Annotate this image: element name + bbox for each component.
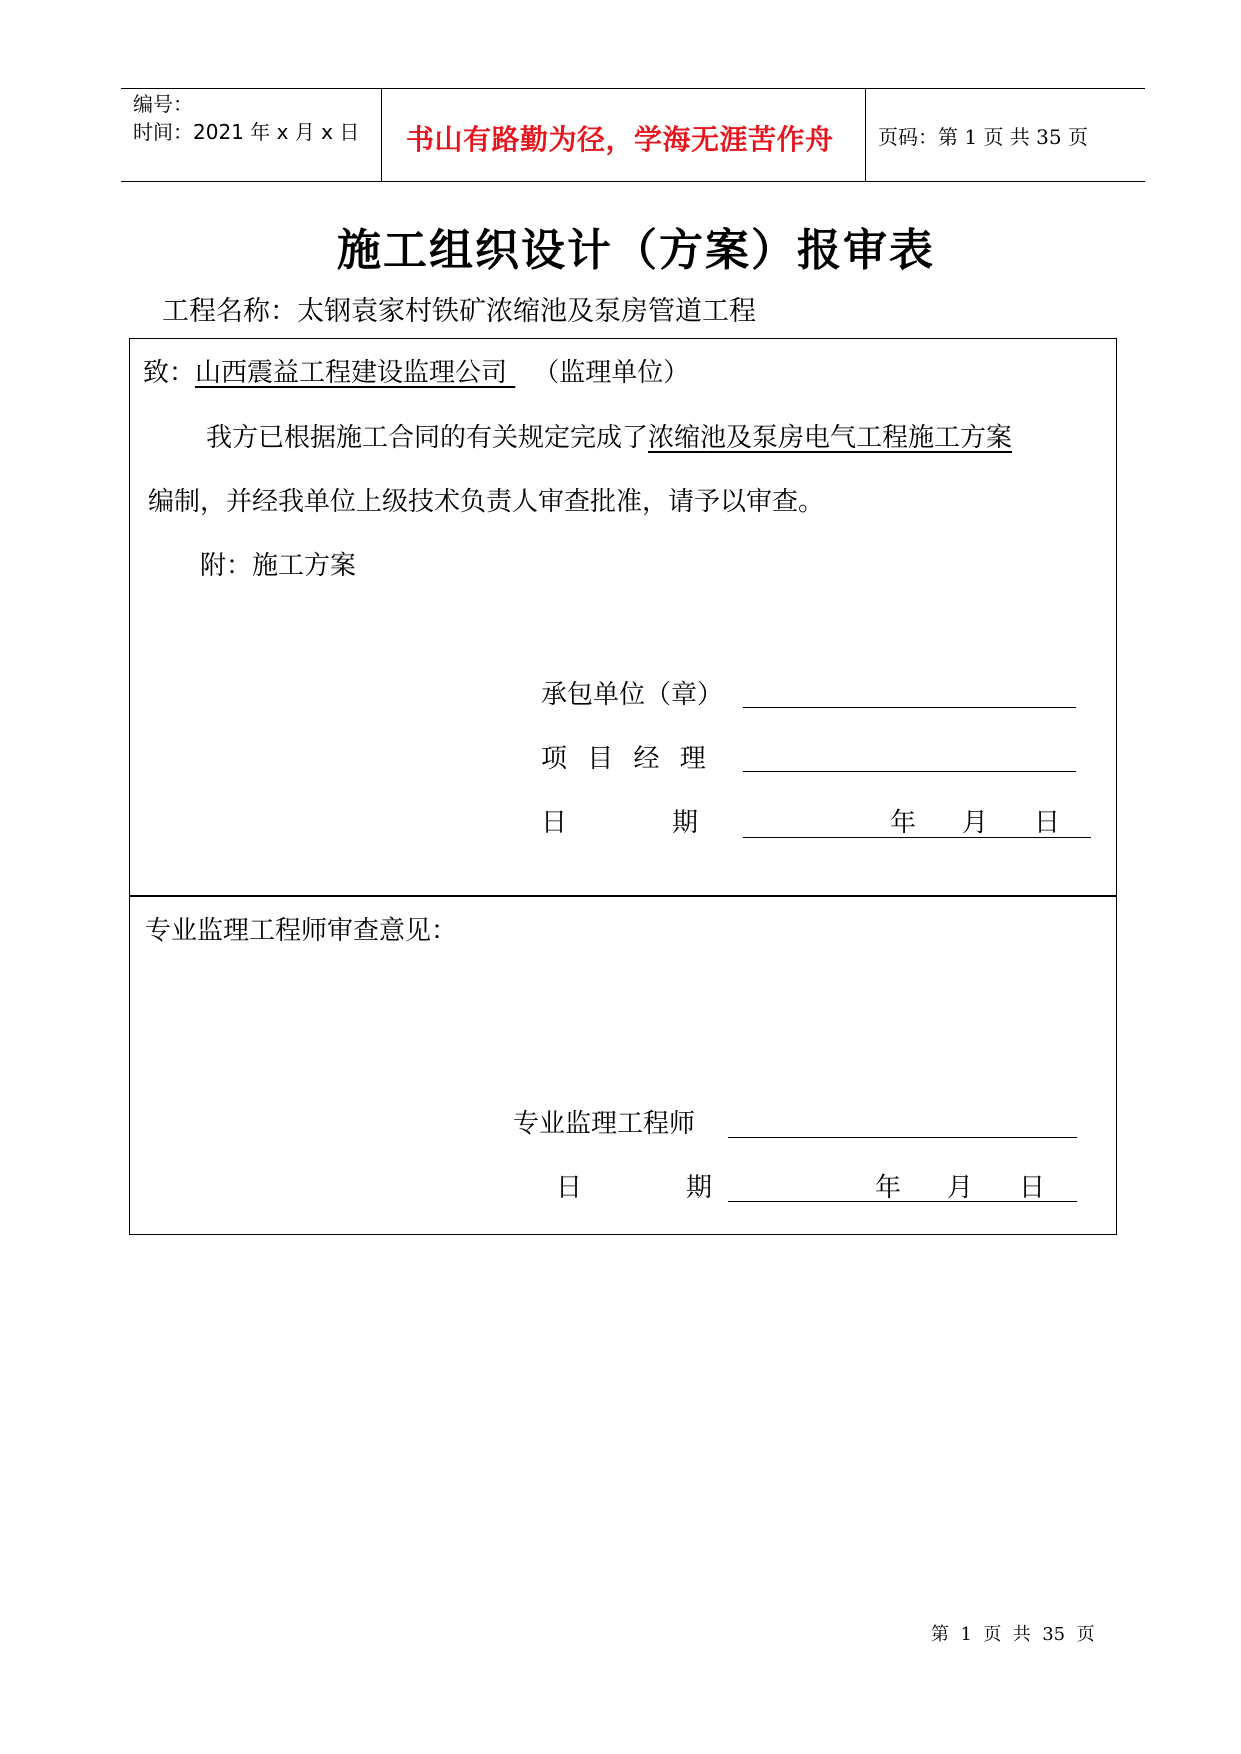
manager-signature-line[interactable]: [743, 771, 1076, 772]
review-date-label-left: 日: [556, 1173, 583, 1203]
date-label-right: 期: [672, 808, 699, 838]
header-time-label: 时间：2021 年 x 月 x 日: [133, 120, 360, 144]
header-bottom-rule: [121, 181, 1145, 182]
project-name-value: 太钢袁家村铁矿浓缩池及泵房管道工程: [297, 296, 756, 327]
header-motto: 书山有路勤为径，学海无涯苦作舟: [406, 123, 834, 156]
date-day: 日: [1034, 808, 1061, 838]
page-footer: 第 1 页 共 35 页: [931, 1624, 1095, 1645]
header-divider-left: [381, 88, 382, 181]
body-line-1-prefix: 我方已根据施工合同的有关规定完成了: [206, 423, 649, 453]
engineer-label: 专业监理工程师: [513, 1109, 696, 1139]
review-date-year: 年: [875, 1173, 902, 1203]
contractor-label: 承包单位（章）: [541, 680, 724, 710]
addressee-line: [143, 357, 689, 389]
scheme-name: 浓缩池及泵房电气工程施工方案: [648, 423, 1013, 453]
header-number-label: 编号：: [133, 92, 193, 116]
contractor-signature-line[interactable]: [743, 707, 1076, 708]
date-label-left: 日: [541, 808, 568, 838]
review-date-month: 月: [947, 1173, 974, 1203]
manager-label: 项 目 经 理: [541, 744, 712, 774]
review-heading: 专业监理工程师审查意见：: [145, 916, 458, 946]
header-divider-right: [865, 88, 866, 181]
header-top-rule: [121, 88, 1145, 89]
date-month: 月: [962, 808, 989, 838]
attachment-line: 附：施工方案: [200, 551, 357, 581]
page-title: 施工组织设计（方案）报审表: [337, 225, 935, 276]
body-line-2: 编制，并经我单位上级技术负责人审查批准，请予以审查。: [148, 487, 825, 517]
engineer-signature-line[interactable]: [728, 1137, 1077, 1138]
review-date-label-right: 期: [686, 1173, 713, 1203]
header-page-label: 页码：第 1 页 共 35 页: [878, 125, 1088, 149]
project-name-row: [162, 289, 756, 328]
addressee-prefix: 致：: [143, 358, 196, 388]
addressee-suffix: （监理单位）: [533, 358, 690, 388]
supervision-company: 山西震益工程建设监理公司: [195, 358, 516, 388]
date-line[interactable]: [743, 837, 1091, 838]
review-date-line[interactable]: [728, 1201, 1077, 1202]
review-date-day: 日: [1019, 1173, 1046, 1203]
date-year: 年: [890, 808, 917, 838]
body-line-1: [206, 422, 1012, 454]
project-name-label: 工程名称：: [162, 296, 297, 327]
